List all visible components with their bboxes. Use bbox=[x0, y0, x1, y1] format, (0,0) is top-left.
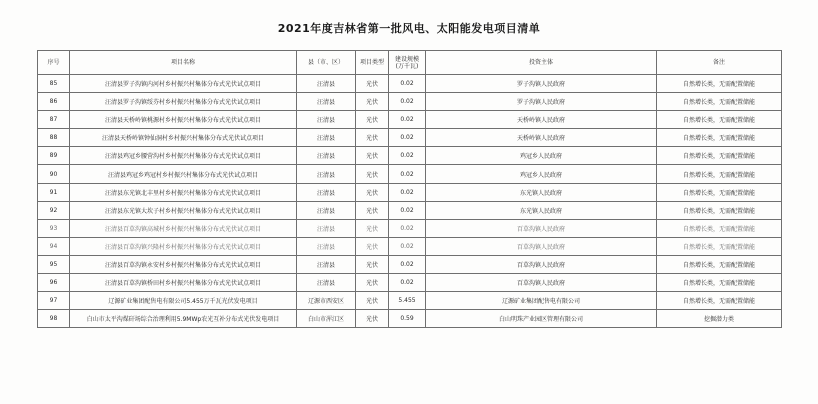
cell-project-type: 光伏 bbox=[356, 255, 389, 273]
table-row bbox=[38, 75, 782, 93]
cell-investor: 鸡冠乡人民政府 bbox=[426, 147, 657, 165]
cell-project-name: 汪清县鸡冠乡腰营沟村乡村振兴村集体分布式光伏试点项目 bbox=[70, 147, 297, 165]
cell-project-type: 光伏 bbox=[356, 147, 389, 165]
table-row bbox=[38, 274, 782, 292]
cell-county: 汪清县 bbox=[297, 111, 356, 129]
cell-project-type: 光伏 bbox=[356, 292, 389, 310]
cell-project-name: 汪清县百草沟镇兴隆村乡村振兴村集体分布式光伏试点项目 bbox=[70, 237, 297, 255]
table-row bbox=[38, 310, 782, 328]
cell-no: 91 bbox=[38, 183, 70, 201]
cell-no: 85 bbox=[38, 75, 70, 93]
table-row bbox=[38, 237, 782, 255]
header-scale bbox=[389, 51, 426, 75]
cell-project-name: 汪清县天桥岭镇钟仙洞村乡村振兴村集体分布式光伏试点项目 bbox=[70, 129, 297, 147]
cell-investor: 百草沟镇人民政府 bbox=[426, 255, 657, 273]
table-row bbox=[38, 292, 782, 310]
cell-no: 86 bbox=[38, 93, 70, 111]
cell-no: 92 bbox=[38, 201, 70, 219]
cell-investor: 天桥岭镇人民政府 bbox=[426, 111, 657, 129]
table-header-row bbox=[38, 51, 782, 75]
cell-investor: 百草沟镇人民政府 bbox=[426, 274, 657, 292]
cell-note: 自然增长类，无需配置储能 bbox=[657, 183, 782, 201]
cell-investor: 东光镇人民政府 bbox=[426, 201, 657, 219]
cell-scale: 0.02 bbox=[389, 93, 426, 111]
header-project-name: 项目名称 bbox=[70, 51, 297, 75]
cell-project-type: 光伏 bbox=[356, 274, 389, 292]
cell-note: 自然增长类，无需配置储能 bbox=[657, 165, 782, 183]
table-row bbox=[38, 165, 782, 183]
header-investor: 投资主体 bbox=[426, 51, 657, 75]
cell-project-type: 光伏 bbox=[356, 183, 389, 201]
cell-no: 97 bbox=[38, 292, 70, 310]
cell-note: 自然增长类，无需配置储能 bbox=[657, 111, 782, 129]
cell-county: 辽源市西安区 bbox=[297, 292, 356, 310]
header-note: 备注 bbox=[657, 51, 782, 75]
cell-investor: 辽源矿业集团配售电有限公司 bbox=[426, 292, 657, 310]
cell-project-name: 汪清县罗子沟镇绥芬村乡村振兴村集体分布式光伏试点项目 bbox=[70, 93, 297, 111]
table-row bbox=[38, 111, 782, 129]
cell-project-name: 辽源矿业集团配售电有限公司5.455万千瓦光伏发电项目 bbox=[70, 292, 297, 310]
cell-county: 汪清县 bbox=[297, 201, 356, 219]
cell-note: 自然增长类，无需配置储能 bbox=[657, 274, 782, 292]
cell-scale: 0.02 bbox=[389, 183, 426, 201]
cell-no: 88 bbox=[38, 129, 70, 147]
cell-county: 汪清县 bbox=[297, 129, 356, 147]
cell-project-type: 光伏 bbox=[356, 93, 389, 111]
cell-project-name: 汪清县罗子沟镇内河村乡村振兴村集体分布式光伏试点项目 bbox=[70, 75, 297, 93]
cell-no: 96 bbox=[38, 274, 70, 292]
cell-no: 87 bbox=[38, 111, 70, 129]
cell-scale: 0.02 bbox=[389, 255, 426, 273]
cell-project-name: 白山市太平沟煤矸场综合治理利用5.9MWp农光互补分布式光伏发电项目 bbox=[70, 310, 297, 328]
cell-project-type: 光伏 bbox=[356, 111, 389, 129]
cell-scale: 0.02 bbox=[389, 201, 426, 219]
cell-project-name: 汪清县东光镇大坎子村乡村振兴村集体分布式光伏试点项目 bbox=[70, 201, 297, 219]
cell-investor: 百草沟镇人民政府 bbox=[426, 219, 657, 237]
cell-note: 自然增长类，无需配置储能 bbox=[657, 147, 782, 165]
project-list-table bbox=[37, 50, 782, 328]
table-row bbox=[38, 219, 782, 237]
cell-note: 自然增长类，无需配置储能 bbox=[657, 255, 782, 273]
cell-no: 94 bbox=[38, 237, 70, 255]
header-county: 县（市、区） bbox=[297, 51, 356, 75]
table-row bbox=[38, 183, 782, 201]
cell-project-type: 光伏 bbox=[356, 219, 389, 237]
cell-scale: 0.02 bbox=[389, 274, 426, 292]
table-row bbox=[38, 201, 782, 219]
cell-project-name: 汪清县天桥岭镇桃源村乡村振兴村集体分布式光伏试点项目 bbox=[70, 111, 297, 129]
cell-project-name: 汪清县鸡冠乡鸡冠村乡村振兴村集体分布式光伏试点项目 bbox=[70, 165, 297, 183]
cell-scale: 0.02 bbox=[389, 219, 426, 237]
cell-project-type: 光伏 bbox=[356, 129, 389, 147]
cell-note: 自然增长类，无需配置储能 bbox=[657, 237, 782, 255]
cell-note: 自然增长类，无需配置储能 bbox=[657, 129, 782, 147]
cell-county: 汪清县 bbox=[297, 75, 356, 93]
cell-project-type: 光伏 bbox=[356, 310, 389, 328]
cell-no: 89 bbox=[38, 147, 70, 165]
document-title: 2021年度吉林省第一批风电、太阳能发电项目清单 bbox=[277, 22, 541, 35]
cell-county: 汪清县 bbox=[297, 255, 356, 273]
cell-scale: 0.02 bbox=[389, 129, 426, 147]
cell-project-type: 光伏 bbox=[356, 75, 389, 93]
cell-no: 98 bbox=[38, 310, 70, 328]
cell-scale: 0.02 bbox=[389, 237, 426, 255]
table-row bbox=[38, 255, 782, 273]
table-row bbox=[38, 93, 782, 111]
cell-scale: 0.59 bbox=[389, 310, 426, 328]
cell-county: 汪清县 bbox=[297, 219, 356, 237]
cell-county: 汪清县 bbox=[297, 147, 356, 165]
header-no: 序号 bbox=[38, 51, 70, 75]
cell-no: 95 bbox=[38, 255, 70, 273]
cell-project-type: 光伏 bbox=[356, 201, 389, 219]
cell-county: 汪清县 bbox=[297, 93, 356, 111]
cell-note: 自然增长类，无需配置储能 bbox=[657, 93, 782, 111]
cell-project-name: 汪清县东光镇北丰里村乡村振兴村集体分布式光伏试点项目 bbox=[70, 183, 297, 201]
header-scale-line2: (万千瓦) bbox=[395, 62, 419, 70]
cell-no: 90 bbox=[38, 165, 70, 183]
cell-project-name: 汪清县百草沟镇高城村乡村振兴村集体分布式光伏试点项目 bbox=[70, 219, 297, 237]
cell-investor: 白山明珠产业园区管理有限公司 bbox=[426, 310, 657, 328]
cell-county: 汪清县 bbox=[297, 165, 356, 183]
cell-note: 自然增长类，无需配置储能 bbox=[657, 201, 782, 219]
cell-county: 白山市浑江区 bbox=[297, 310, 356, 328]
cell-scale: 0.02 bbox=[389, 165, 426, 183]
cell-county: 汪清县 bbox=[297, 183, 356, 201]
cell-project-name: 汪清县百草沟镇永安村乡村振兴村集体分布式光伏试点项目 bbox=[70, 255, 297, 273]
cell-investor: 天桥岭镇人民政府 bbox=[426, 129, 657, 147]
cell-scale: 0.02 bbox=[389, 111, 426, 129]
cell-investor: 东光镇人民政府 bbox=[426, 183, 657, 201]
table-row bbox=[38, 129, 782, 147]
cell-scale: 5.455 bbox=[389, 292, 426, 310]
cell-note: 自然增长类，无需配置储能 bbox=[657, 75, 782, 93]
header-project-type: 项目类型 bbox=[356, 51, 389, 75]
cell-scale: 0.02 bbox=[389, 75, 426, 93]
cell-project-type: 光伏 bbox=[356, 237, 389, 255]
cell-investor: 百草沟镇人民政府 bbox=[426, 237, 657, 255]
cell-note: 自然增长类，无需配置储能 bbox=[657, 292, 782, 310]
cell-note: 自然增长类，无需配置储能 bbox=[657, 219, 782, 237]
cell-note: 挖掘潜力类 bbox=[657, 310, 782, 328]
cell-investor: 罗子沟镇人民政府 bbox=[426, 75, 657, 93]
cell-investor: 鸡冠乡人民政府 bbox=[426, 165, 657, 183]
cell-project-name: 汪清县百草沟镇桥田村乡村振兴村集体分布式光伏试点项目 bbox=[70, 274, 297, 292]
cell-scale: 0.02 bbox=[389, 147, 426, 165]
cell-no: 93 bbox=[38, 219, 70, 237]
cell-investor: 罗子沟镇人民政府 bbox=[426, 93, 657, 111]
cell-county: 汪清县 bbox=[297, 237, 356, 255]
table-row bbox=[38, 147, 782, 165]
cell-county: 汪清县 bbox=[297, 274, 356, 292]
cell-project-type: 光伏 bbox=[356, 165, 389, 183]
header-scale-line1: 建设规模 bbox=[394, 55, 419, 63]
